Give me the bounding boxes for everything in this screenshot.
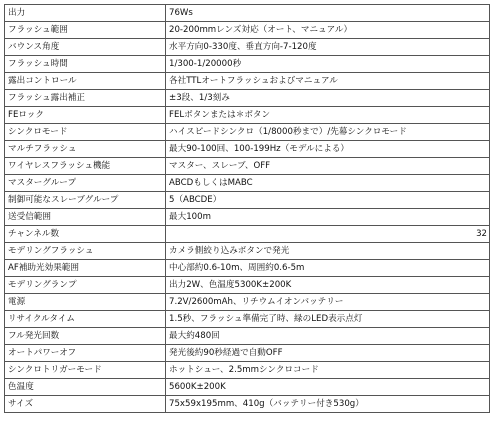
- spec-value: 20-200mmレンズ対応（オート、マニュアル）: [166, 22, 490, 39]
- spec-label: フラッシュ範囲: [5, 22, 166, 39]
- spec-row: [5, 22, 490, 39]
- spec-row: [5, 243, 490, 260]
- spec-row: [5, 277, 490, 294]
- spec-label: フル発光回数: [5, 328, 166, 345]
- spec-value: 最大約480回: [166, 328, 490, 345]
- spec-label: フラッシュ露出補正: [5, 90, 166, 107]
- spec-label: バウンス角度: [5, 39, 166, 56]
- spec-label: サイズ: [5, 396, 166, 413]
- spec-value: 75x59x195mm、410g（バッテリー付き530g）: [166, 396, 490, 413]
- spec-row: [5, 226, 490, 243]
- spec-value: 7.2V/2600mAh、リチウムイオンバッテリー: [166, 294, 490, 311]
- spec-row: [5, 141, 490, 158]
- spec-value: 発光後約90秒経過で自動OFF: [166, 345, 490, 362]
- spec-value: ホットシュー、2.5mmシンクロコード: [166, 362, 490, 379]
- spec-value: ABCDもしくはMABC: [166, 175, 490, 192]
- spec-label: フラッシュ時間: [5, 56, 166, 73]
- spec-value: 水平方向0-330度、垂直方向-7-120度: [166, 39, 490, 56]
- spec-value: 1/300-1/20000秒: [166, 56, 490, 73]
- spec-value: ±3段、1/3刻み: [166, 90, 490, 107]
- spec-label: 制御可能なスレーブグループ: [5, 192, 166, 209]
- spec-label: モデリングフラッシュ: [5, 243, 166, 260]
- spec-row: [5, 5, 490, 22]
- spec-label: シンクロトリガーモード: [5, 362, 166, 379]
- spec-label: ワイヤレスフラッシュ機能: [5, 158, 166, 175]
- spec-row: [5, 192, 490, 209]
- spec-label: マスターグループ: [5, 175, 166, 192]
- spec-row: [5, 362, 490, 379]
- spec-label: マルチフラッシュ: [5, 141, 166, 158]
- spec-value: 5（ABCDE）: [166, 192, 490, 209]
- spec-row: [5, 294, 490, 311]
- spec-row: [5, 107, 490, 124]
- spec-label: チャンネル数: [5, 226, 166, 243]
- spec-row: [5, 328, 490, 345]
- spec-row: [5, 311, 490, 328]
- spec-value: 出力2W、色温度5300K±200K: [166, 277, 490, 294]
- spec-table-body: [5, 5, 490, 413]
- spec-row: [5, 56, 490, 73]
- spec-value: 76Ws: [166, 5, 490, 22]
- spec-row: [5, 379, 490, 396]
- spec-row: [5, 39, 490, 56]
- spec-label: 送受信範囲: [5, 209, 166, 226]
- spec-row: [5, 73, 490, 90]
- spec-value: 各社TTLオートフラッシュおよびマニュアル: [166, 73, 490, 90]
- spec-value: 1.5秒、フラッシュ準備完了時、緑のLED表示点灯: [166, 311, 490, 328]
- spec-label: モデリングランプ: [5, 277, 166, 294]
- spec-value: 5600K±200K: [166, 379, 490, 396]
- spec-row: [5, 175, 490, 192]
- spec-value: マスター、スレーブ、OFF: [166, 158, 490, 175]
- spec-value: カメラ側絞り込みボタンで発光: [166, 243, 490, 260]
- spec-row: [5, 209, 490, 226]
- spec-label: シンクロモード: [5, 124, 166, 141]
- spec-value: 中心部約0.6-10m、周囲約0.6-5m: [166, 260, 490, 277]
- spec-row: [5, 158, 490, 175]
- spec-table: [4, 4, 490, 413]
- spec-label: 色温度: [5, 379, 166, 396]
- spec-label: オートパワーオフ: [5, 345, 166, 362]
- spec-label: リサイクルタイム: [5, 311, 166, 328]
- spec-value: ハイスピードシンクロ（1/8000秒まで）/先幕シンクロモード: [166, 124, 490, 141]
- spec-row: [5, 345, 490, 362]
- spec-row: [5, 260, 490, 277]
- spec-value: FELボタンまたは＊ボタン: [166, 107, 490, 124]
- spec-value: 32: [166, 226, 490, 243]
- spec-label: 露出コントロール: [5, 73, 166, 90]
- spec-row: [5, 90, 490, 107]
- spec-value: 最大90-100回、100-199Hz（モデルによる）: [166, 141, 490, 158]
- spec-label: 出力: [5, 5, 166, 22]
- spec-label: 電源: [5, 294, 166, 311]
- spec-value: 最大100m: [166, 209, 490, 226]
- spec-label: FEロック: [5, 107, 166, 124]
- spec-row: [5, 124, 490, 141]
- spec-label: AF補助光効果範囲: [5, 260, 166, 277]
- spec-row: [5, 396, 490, 413]
